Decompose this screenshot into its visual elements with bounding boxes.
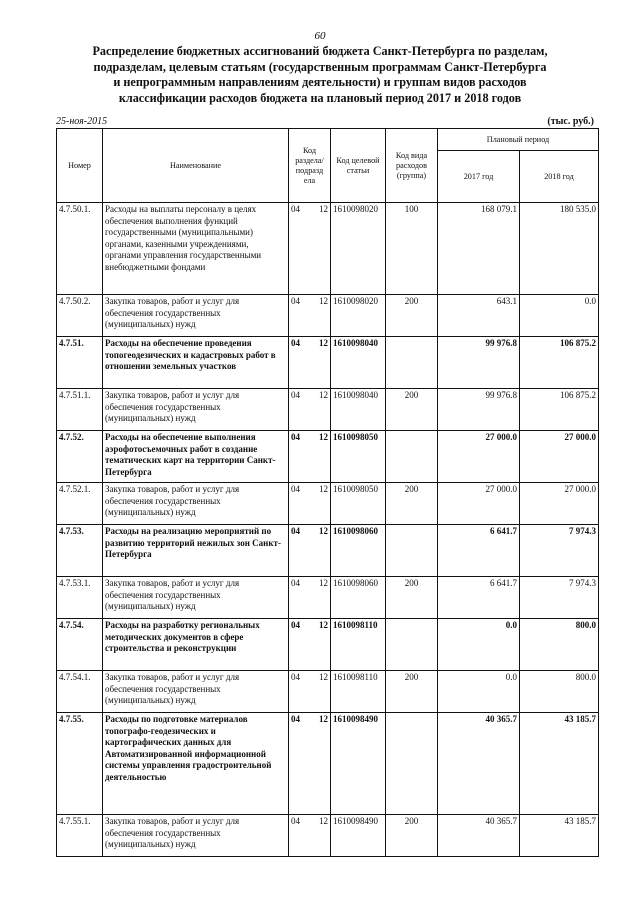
subsection-code: 12 bbox=[319, 204, 328, 214]
row-2018: 43 185.7 bbox=[520, 713, 599, 815]
row-target: 1610098060 bbox=[331, 525, 386, 577]
row-2018: 800.0 bbox=[520, 671, 599, 713]
row-2018: 7 974.3 bbox=[520, 577, 599, 619]
row-number: 4.7.52.1. bbox=[57, 483, 103, 525]
row-name: Расходы на разработку региональных методических документов в сфере строительства и реконструкции bbox=[103, 619, 289, 671]
row-number: 4.7.54.1. bbox=[57, 671, 103, 713]
table-row bbox=[57, 389, 599, 431]
row-section bbox=[289, 619, 331, 671]
budget-table bbox=[56, 128, 599, 857]
row-kind bbox=[386, 337, 438, 389]
subsection-code: 12 bbox=[319, 432, 328, 442]
row-name: Закупка товаров, работ и услуг для обеспечения государственных (муниципальных) нужд bbox=[103, 815, 289, 857]
header-section: Код раздела/ подразд ела bbox=[289, 129, 331, 203]
subsection-code: 12 bbox=[319, 620, 328, 630]
row-section bbox=[289, 389, 331, 431]
row-kind: 200 bbox=[386, 815, 438, 857]
row-kind: 100 bbox=[386, 203, 438, 295]
row-kind bbox=[386, 431, 438, 483]
subsection-code: 12 bbox=[319, 714, 328, 724]
section-code: 04 bbox=[291, 204, 300, 214]
row-target: 1610098110 bbox=[331, 671, 386, 713]
row-name: Закупка товаров, работ и услуг для обеспечения государственных (муниципальных) нужд bbox=[103, 295, 289, 337]
table-row bbox=[57, 577, 599, 619]
row-section bbox=[289, 577, 331, 619]
row-number: 4.7.55.1. bbox=[57, 815, 103, 857]
row-name: Расходы на обеспечение выполнения аэрофотосъемочных работ в создание тематических карт на территории Санкт-Петербурга bbox=[103, 431, 289, 483]
row-number: 4.7.50.2. bbox=[57, 295, 103, 337]
row-section bbox=[289, 295, 331, 337]
row-2017: 0.0 bbox=[438, 671, 520, 713]
title-line: Распределение бюджетных ассигнований бюджета Санкт-Петербурга по разделам, bbox=[92, 44, 548, 58]
title-line: и непрограммным направлениям деятельности) и группам видов расходов bbox=[113, 75, 527, 89]
header-2017: 2017 год bbox=[438, 151, 520, 203]
table-row bbox=[57, 483, 599, 525]
row-name: Закупка товаров, работ и услуг для обеспечения государственных (муниципальных) нужд bbox=[103, 389, 289, 431]
header-name: Наименование bbox=[103, 129, 289, 203]
header-2018: 2018 год bbox=[520, 151, 599, 203]
title-line: классификации расходов бюджета на плановый период 2017 и 2018 годов bbox=[118, 90, 522, 105]
row-2017: 27 000.0 bbox=[438, 431, 520, 483]
subsection-code: 12 bbox=[319, 672, 328, 682]
row-kind: 200 bbox=[386, 483, 438, 525]
row-target: 1610098110 bbox=[331, 619, 386, 671]
row-2018: 27 000.0 bbox=[520, 483, 599, 525]
subsection-code: 12 bbox=[319, 296, 328, 306]
subsection-code: 12 bbox=[319, 390, 328, 400]
row-2017: 40 365.7 bbox=[438, 713, 520, 815]
row-number: 4.7.51.1. bbox=[57, 389, 103, 431]
header-kind: Код вида расходов (группа) bbox=[386, 129, 438, 203]
row-name: Расходы по подготовке материалов топографо-геодезических и картографических данных для Автоматизированной информационной системы управления градостроительной деятельностью bbox=[103, 713, 289, 815]
units-label: (тыс. руб.) bbox=[547, 116, 594, 127]
title-line: подразделам, целевым статьям (государственным программам Санкт-Петербурга bbox=[93, 59, 547, 74]
row-section bbox=[289, 203, 331, 295]
row-kind: 200 bbox=[386, 671, 438, 713]
row-number: 4.7.54. bbox=[57, 619, 103, 671]
section-code: 04 bbox=[291, 672, 300, 682]
row-section bbox=[289, 713, 331, 815]
row-section bbox=[289, 671, 331, 713]
row-target: 1610098060 bbox=[331, 577, 386, 619]
row-kind bbox=[386, 713, 438, 815]
row-kind: 200 bbox=[386, 577, 438, 619]
section-code: 04 bbox=[291, 390, 300, 400]
section-code: 04 bbox=[291, 484, 300, 494]
row-name: Расходы на реализацию мероприятий по развитию территорий нежилых зон Санкт-Петербурга bbox=[103, 525, 289, 577]
row-number: 4.7.52. bbox=[57, 431, 103, 483]
subsection-code: 12 bbox=[319, 578, 328, 588]
header-number: Номер bbox=[57, 129, 103, 203]
row-2018: 7 974.3 bbox=[520, 525, 599, 577]
row-name: Закупка товаров, работ и услуг для обеспечения государственных (муниципальных) нужд bbox=[103, 671, 289, 713]
row-name: Закупка товаров, работ и услуг для обеспечения государственных (муниципальных) нужд bbox=[103, 577, 289, 619]
row-target: 1610098020 bbox=[331, 203, 386, 295]
section-code: 04 bbox=[291, 620, 300, 630]
row-2017: 6 641.7 bbox=[438, 525, 520, 577]
row-section bbox=[289, 337, 331, 389]
row-name: Расходы на обеспечение проведения топогеодезических и кадастровых работ в отношении земельных участков bbox=[103, 337, 289, 389]
section-code: 04 bbox=[291, 578, 300, 588]
row-kind bbox=[386, 619, 438, 671]
row-target: 1610098490 bbox=[331, 713, 386, 815]
table-row bbox=[57, 337, 599, 389]
subsection-code: 12 bbox=[319, 816, 328, 826]
section-code: 04 bbox=[291, 338, 300, 348]
subsection-code: 12 bbox=[319, 526, 328, 536]
row-2018: 27 000.0 bbox=[520, 431, 599, 483]
row-kind bbox=[386, 525, 438, 577]
row-2018: 106 875.2 bbox=[520, 389, 599, 431]
table-row bbox=[57, 203, 599, 295]
section-code: 04 bbox=[291, 526, 300, 536]
row-number: 4.7.53.1. bbox=[57, 577, 103, 619]
row-target: 1610098040 bbox=[331, 389, 386, 431]
section-code: 04 bbox=[291, 296, 300, 306]
row-2017: 0.0 bbox=[438, 619, 520, 671]
row-number: 4.7.50.1. bbox=[57, 203, 103, 295]
row-2018: 106 875.2 bbox=[520, 337, 599, 389]
row-section bbox=[289, 815, 331, 857]
row-kind: 200 bbox=[386, 295, 438, 337]
header-planned-period: Плановый период bbox=[438, 129, 599, 151]
row-name: Закупка товаров, работ и услуг для обеспечения государственных (муниципальных) нужд bbox=[103, 483, 289, 525]
row-2017: 168 079.1 bbox=[438, 203, 520, 295]
row-target: 1610098050 bbox=[331, 431, 386, 483]
table-row bbox=[57, 525, 599, 577]
row-section bbox=[289, 525, 331, 577]
row-2018: 180 535.0 bbox=[520, 203, 599, 295]
document-date: 25-ноя-2015 bbox=[56, 116, 108, 127]
table-row bbox=[57, 713, 599, 815]
subsection-code: 12 bbox=[319, 484, 328, 494]
table-row bbox=[57, 295, 599, 337]
header-target: Код целевой статьи bbox=[331, 129, 386, 203]
row-section bbox=[289, 483, 331, 525]
subsection-code: 12 bbox=[319, 338, 328, 348]
row-target: 1610098050 bbox=[331, 483, 386, 525]
page-number: 60 bbox=[314, 30, 326, 42]
row-2018: 800.0 bbox=[520, 619, 599, 671]
row-number: 4.7.51. bbox=[57, 337, 103, 389]
document-title bbox=[60, 44, 580, 106]
row-target: 1610098490 bbox=[331, 815, 386, 857]
row-2017: 6 641.7 bbox=[438, 577, 520, 619]
table-body bbox=[57, 203, 599, 857]
section-code: 04 bbox=[291, 816, 300, 826]
section-code: 04 bbox=[291, 714, 300, 724]
row-2017: 643.1 bbox=[438, 295, 520, 337]
row-name: Расходы на выплаты персоналу в целях обеспечения выполнения функций государственными (муниципальными) органами, казенными учреждениями, органами управления государственными внебюджетными фондами bbox=[103, 203, 289, 295]
row-target: 1610098040 bbox=[331, 337, 386, 389]
row-2017: 27 000.0 bbox=[438, 483, 520, 525]
table-row bbox=[57, 431, 599, 483]
table-row bbox=[57, 671, 599, 713]
row-number: 4.7.55. bbox=[57, 713, 103, 815]
row-2017: 99 976.8 bbox=[438, 337, 520, 389]
table-row bbox=[57, 619, 599, 671]
row-section bbox=[289, 431, 331, 483]
row-number: 4.7.53. bbox=[57, 525, 103, 577]
row-target: 1610098020 bbox=[331, 295, 386, 337]
section-code: 04 bbox=[291, 432, 300, 442]
row-2018: 43 185.7 bbox=[520, 815, 599, 857]
row-2017: 40 365.7 bbox=[438, 815, 520, 857]
row-kind: 200 bbox=[386, 389, 438, 431]
row-2018: 0.0 bbox=[520, 295, 599, 337]
table-row bbox=[57, 815, 599, 857]
row-2017: 99 976.8 bbox=[438, 389, 520, 431]
